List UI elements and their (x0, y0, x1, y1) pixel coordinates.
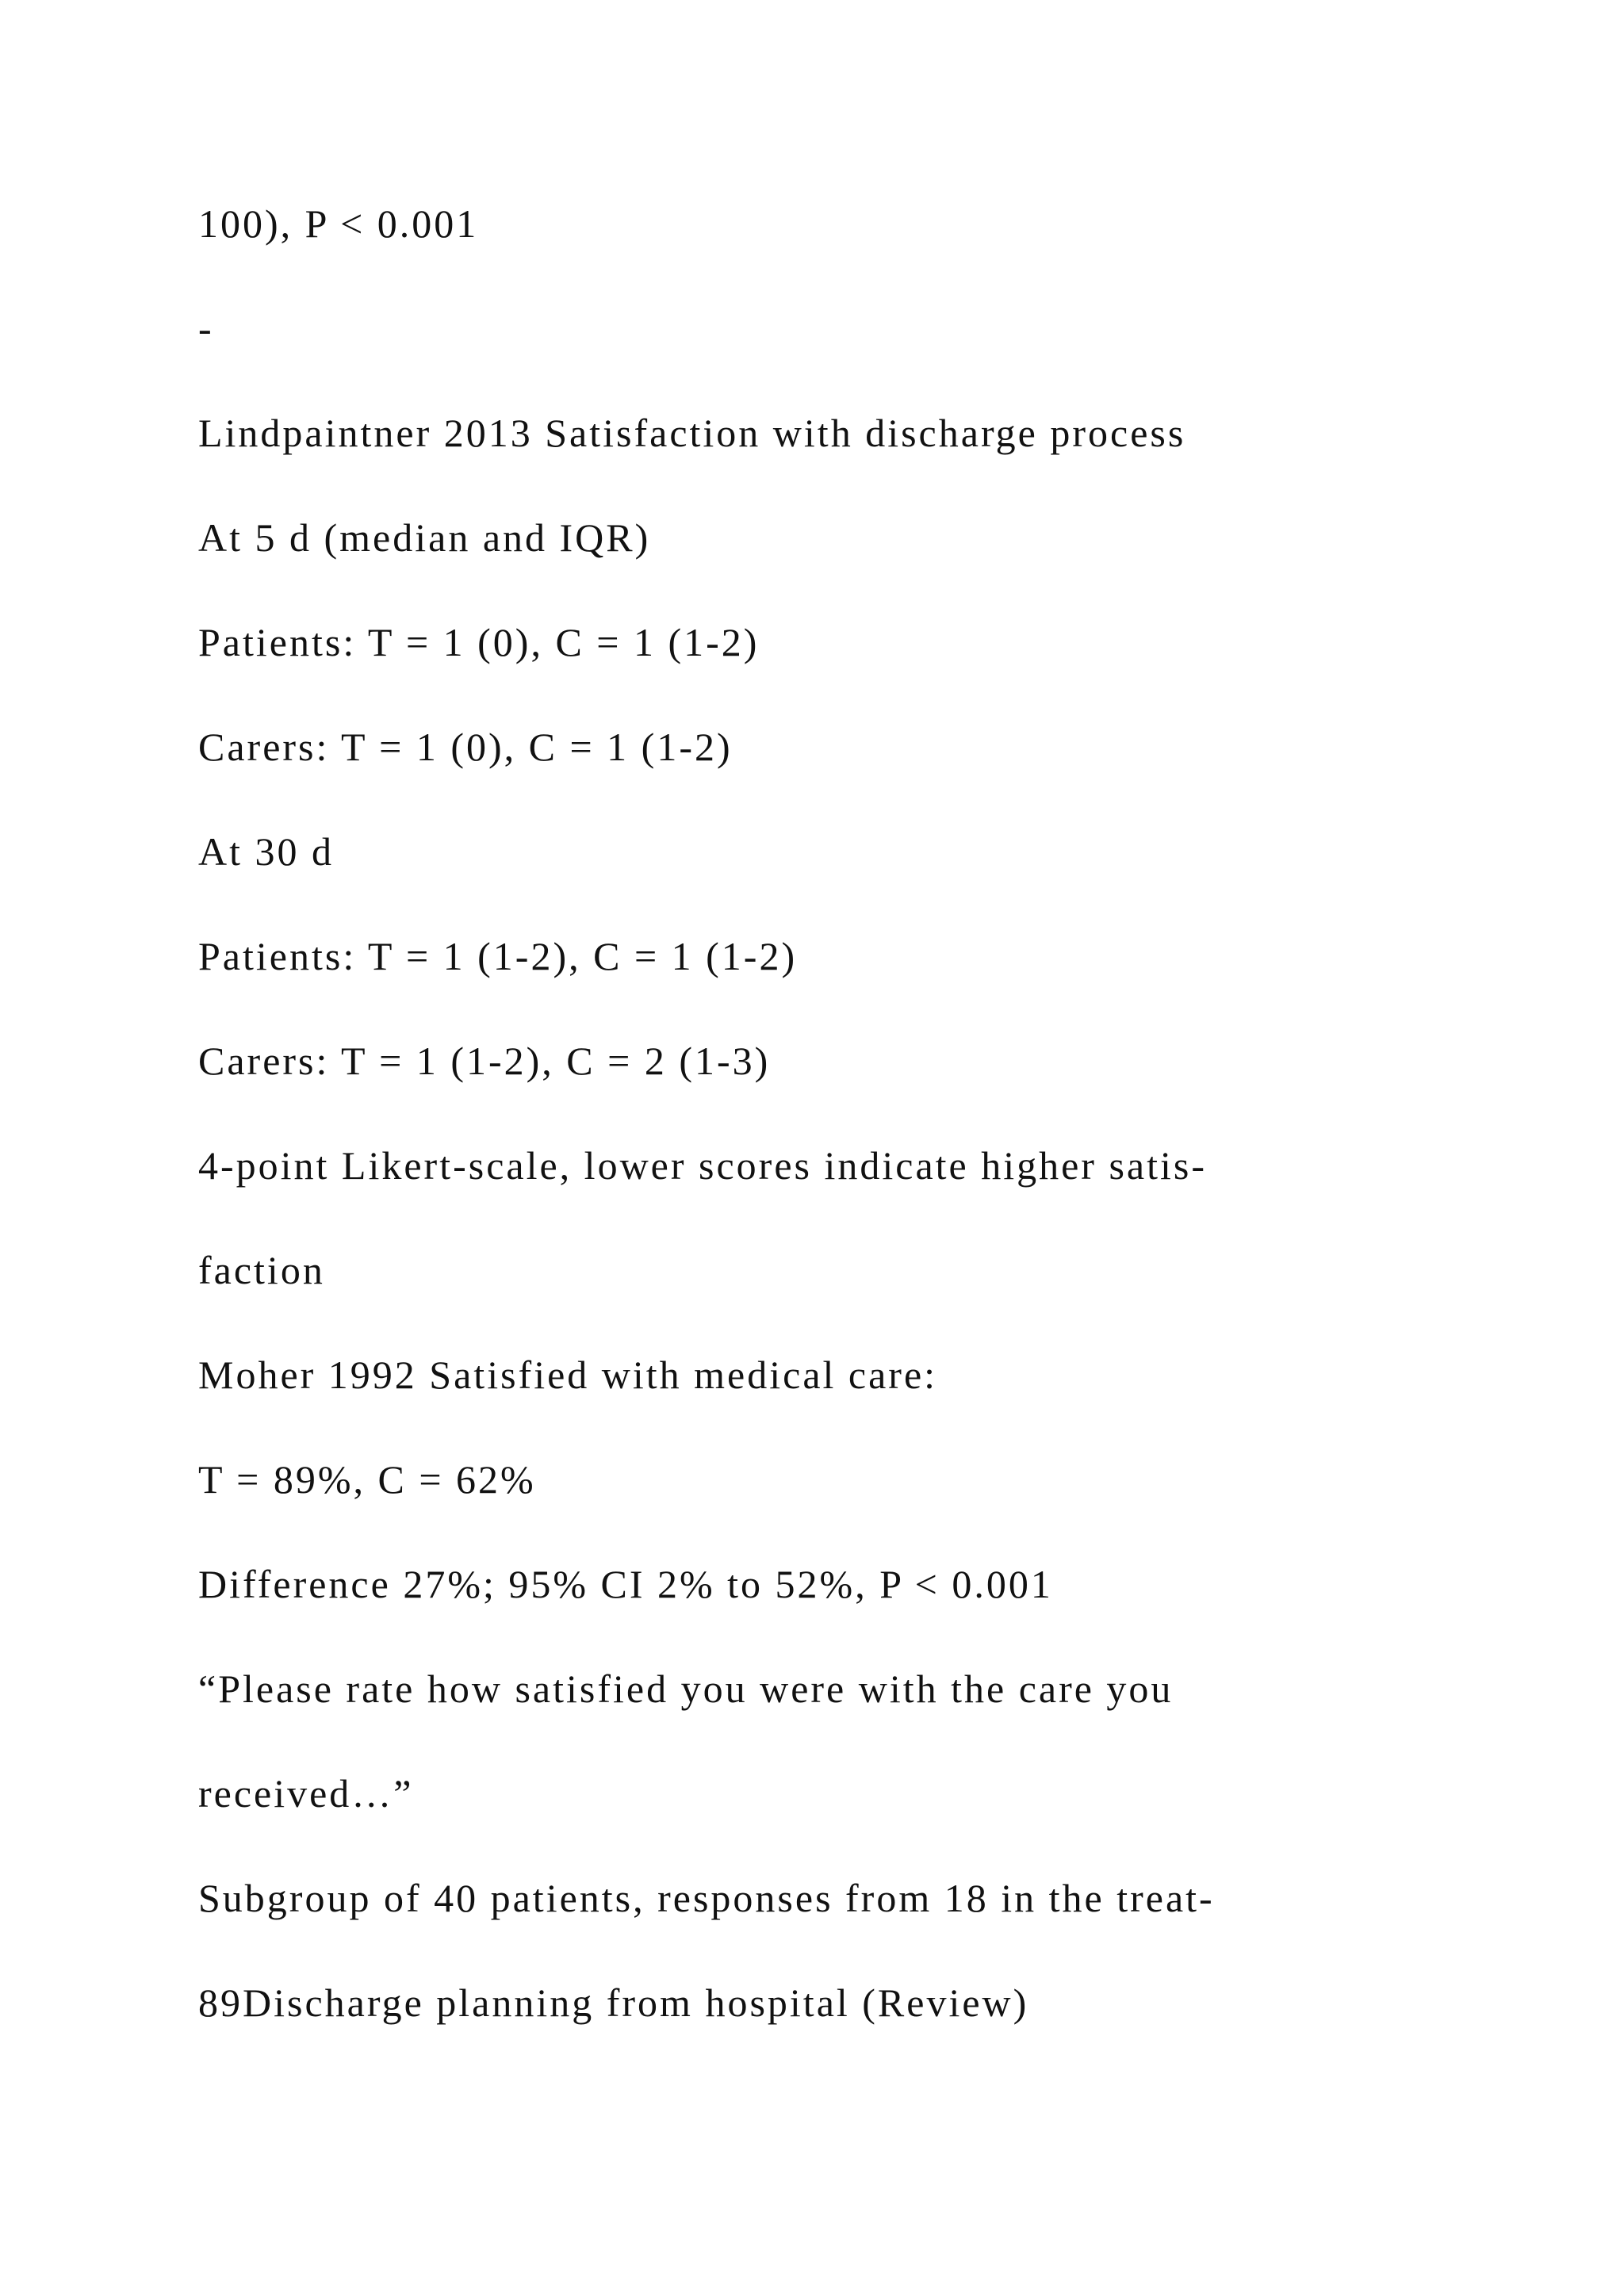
page-footer: 89Discharge planning from hospital (Review) (198, 1980, 1029, 2025)
text-line-likert-scale: 4-point Likert-scale, lower scores indicate higher satis- (198, 1143, 1208, 1188)
text-line-carers-5-days: Carers: T = 1 (0), C = 1 (1-2) (198, 725, 733, 769)
text-line-moher-heading: Moher 1992 Satisfied with medical care: (198, 1353, 938, 1397)
text-line-quote-start: “Please rate how satisfied you were with the care you (198, 1667, 1174, 1711)
text-line-patients-30-days: Patients: T = 1 (1-2), C = 1 (1-2) (198, 934, 798, 978)
text-line-quote-end: received…” (198, 1771, 414, 1816)
text-line-patients-5-days: Patients: T = 1 (0), C = 1 (1-2) (198, 620, 760, 664)
text-line-at-30-days: At 30 d (198, 829, 334, 874)
document-text (198, 184, 1546, 2068)
text-line-lindpaintner-heading: Lindpaintner 2013 Satisfaction with discharge process (198, 411, 1186, 455)
text-line-moher-percentages: T = 89%, C = 62% (198, 1457, 536, 1502)
text-line-subgroup: Subgroup of 40 patients, responses from 18 in the treat- (198, 1876, 1215, 1920)
text-line-at-5-days: At 5 d (median and IQR) (198, 515, 651, 560)
text-line-faction: faction (198, 1248, 325, 1292)
text-line-carers-30-days: Carers: T = 1 (1-2), C = 2 (1-3) (198, 1039, 771, 1083)
text-line-dash: - (198, 306, 214, 350)
text-line-moher-difference: Difference 27%; 95% CI 2% to 52%, P < 0.001 (198, 1562, 1053, 1606)
text-line-results-p-value: 100), P < 0.001 (198, 201, 479, 246)
